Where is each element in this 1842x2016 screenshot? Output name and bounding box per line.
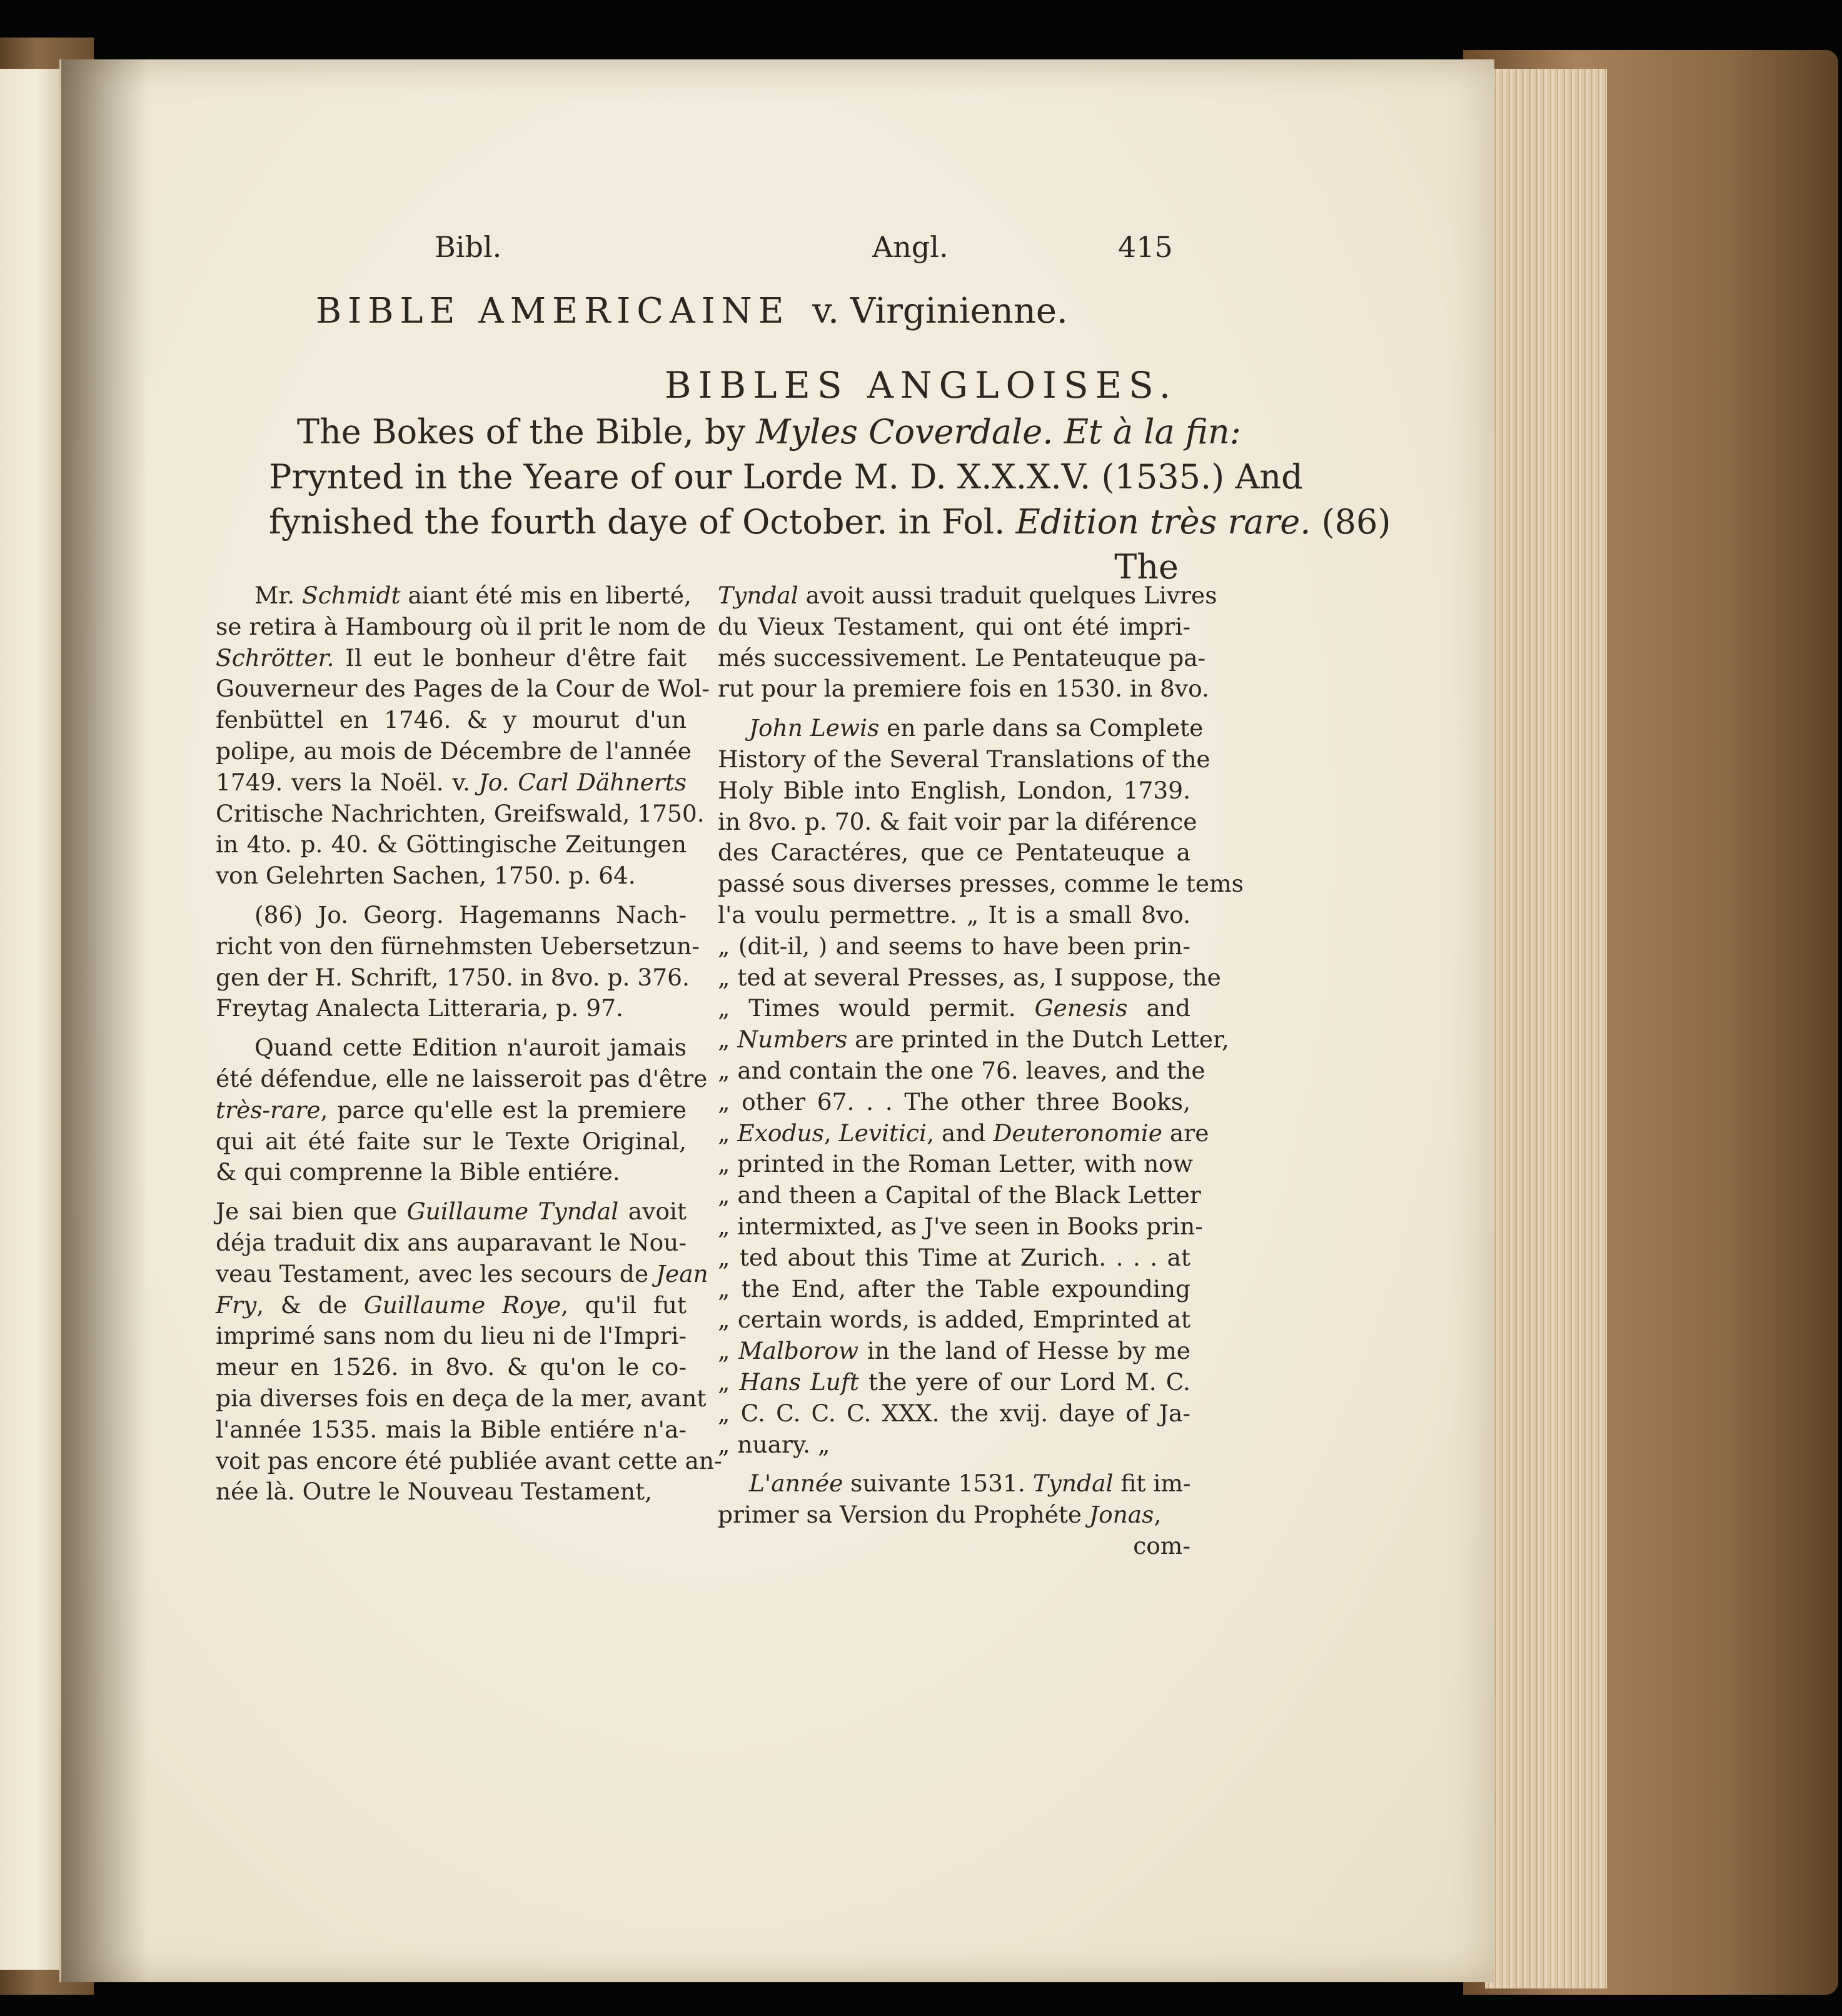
italic-text: Guillaume Roye bbox=[363, 1291, 561, 1319]
section-title bbox=[316, 291, 1068, 331]
text-line: „ certain words, is added, Emprinted at bbox=[718, 1306, 1190, 1334]
text-line: „ Times would permit. Genesis and bbox=[718, 994, 1190, 1022]
text-line: pia diverses fois en deça de la mer, avant bbox=[216, 1384, 707, 1412]
page-edges bbox=[1485, 69, 1607, 1988]
facing-page-edge bbox=[0, 69, 61, 1970]
text-line: „ and contain the one 76. leaves, and the bbox=[718, 1056, 1205, 1084]
intro-text: The Bokes of the Bible, by bbox=[297, 412, 746, 451]
intro-text: fynished the fourth daye of October. in Fol. bbox=[269, 502, 1005, 542]
text-line: „ printed in the Roman Letter, with now bbox=[718, 1150, 1193, 1178]
text-line: très-rare, parce qu'elle est la premiere bbox=[216, 1096, 687, 1124]
italic-text: Malborow bbox=[738, 1337, 859, 1365]
text-line: „ Exodus, Levitici, and Deuteronomie are bbox=[718, 1119, 1209, 1147]
text-line: passé sous diverses presses, comme le tems bbox=[718, 870, 1244, 898]
text-line: déja traduit dix ans auparavant le Nou- bbox=[216, 1228, 687, 1256]
paragraph bbox=[718, 713, 1244, 1460]
text-line: Freytag Analecta Litteraria, p. 97. bbox=[216, 994, 623, 1022]
text-line: in 4to. p. 40. & Göttingische Zeitungen bbox=[216, 830, 687, 859]
text-line: fenbüttel en 1746. & y mourut d'un bbox=[216, 706, 687, 734]
text-line: in 8vo. p. 70. & fait voir par la diférence bbox=[718, 807, 1197, 835]
intro-entry bbox=[269, 410, 1391, 590]
text-line: des Caractéres, que ce Pentateuque a bbox=[718, 839, 1190, 867]
italic-text: Schmidt bbox=[302, 582, 401, 609]
italic-text: Jonas bbox=[1089, 1501, 1154, 1529]
intro-line bbox=[269, 410, 1241, 455]
text-line: Je sai bien que Guillaume Tyndal avoit bbox=[216, 1197, 687, 1226]
italic-text: Deuteronomie bbox=[993, 1119, 1162, 1147]
left-column bbox=[216, 580, 722, 1508]
text-line: Mr. Schmidt aiant été mis en liberté, bbox=[254, 582, 692, 609]
italic-text: Fry bbox=[216, 1291, 257, 1319]
text-line: été défendue, elle ne laisseroit pas d'être bbox=[216, 1064, 708, 1092]
text-line: meur en 1526. in 8vo. & qu'on le co- bbox=[216, 1353, 687, 1381]
text-line: „ ted at several Presses, as, I suppose, the bbox=[718, 963, 1221, 991]
text-line: „ nuary. „ bbox=[718, 1430, 830, 1458]
text-line: veau Testament, avec les secours de Jean bbox=[216, 1259, 708, 1288]
italic-text: Schrötter. bbox=[216, 643, 335, 672]
running-head-center: Angl. bbox=[872, 230, 949, 264]
text-line: richt von den fürnehmsten Uebersetzun- bbox=[216, 932, 700, 960]
italic-text: L'année bbox=[749, 1469, 843, 1498]
page-number: 415 bbox=[1118, 230, 1173, 264]
text-line: imprimé sans nom du lieu ni de l'Impri- bbox=[216, 1322, 687, 1350]
paragraph bbox=[718, 580, 1217, 705]
italic-text: Exodus bbox=[737, 1119, 824, 1147]
italic-text: très-rare bbox=[216, 1096, 321, 1124]
text-line: „ Numbers are printed in the Dutch Letter, bbox=[718, 1026, 1229, 1054]
footnote-marker: (86) bbox=[1321, 502, 1391, 542]
paragraph bbox=[216, 1032, 708, 1188]
text-line: „ Hans Luft the yere of our Lord M. C. bbox=[718, 1368, 1190, 1396]
text-line: l'année 1535. mais la Bible entiére n'a- bbox=[216, 1415, 687, 1443]
section-title-see: v. Virginienne. bbox=[812, 291, 1068, 331]
text-line: „ the End, after the Table expounding bbox=[718, 1274, 1190, 1303]
section-title-main: BIBLE AMERICAINE bbox=[316, 291, 790, 331]
intro-text-italic: Edition très rare. bbox=[1015, 502, 1311, 542]
text-line: „ other 67. . . The other three Books, bbox=[718, 1087, 1190, 1116]
text-line: von Gelehrten Sachen, 1750. p. 64. bbox=[216, 862, 636, 890]
italic-text: Hans Luft bbox=[739, 1368, 859, 1396]
intro-line: Prynted in the Yeare of our Lorde M. D. X.X.X.V. (1535.) And bbox=[269, 457, 1303, 496]
text-line: L'année suivante 1531. Tyndal fit im- bbox=[749, 1469, 1191, 1498]
italic-text: Jean bbox=[655, 1259, 708, 1288]
italic-text: Tyndal bbox=[718, 582, 798, 609]
catchword: com- bbox=[1133, 1531, 1190, 1560]
text-line: primer sa Version du Prophéte Jonas, bbox=[718, 1501, 1162, 1529]
italic-text: Levitici bbox=[838, 1119, 927, 1147]
italic-text: Numbers bbox=[737, 1026, 848, 1054]
text-line: „ C. C. C. C. XXX. the xvij. daye of Ja- bbox=[718, 1399, 1190, 1427]
intro-catchword: The bbox=[1114, 547, 1179, 587]
italic-text: Genesis bbox=[1034, 994, 1128, 1022]
running-head-left: Bibl. bbox=[435, 230, 502, 264]
text-line: du Vieux Testament, qui ont été impri- bbox=[718, 612, 1190, 640]
text-line: Holy Bible into English, London, 1739. bbox=[718, 776, 1190, 804]
text-line: voit pas encore été publiée avant cette an- bbox=[216, 1446, 722, 1474]
intro-author: Myles Coverdale. bbox=[756, 412, 1054, 451]
text-line: 1749. vers la Noël. v. Jo. Carl Dähnerts bbox=[216, 768, 687, 796]
page-gutter-shadow bbox=[61, 59, 149, 1982]
text-line: gen der H. Schrift, 1750. in 8vo. p. 376. bbox=[216, 963, 690, 991]
intro-text-italic: Et à la fin: bbox=[1064, 412, 1241, 451]
text-line: „ ted about this Time at Zurich. . . . at bbox=[718, 1243, 1190, 1271]
text-line: més successivement. Le Pentateuque pa- bbox=[718, 643, 1206, 672]
paragraph bbox=[216, 580, 710, 892]
text-line: (86) Jo. Georg. Hagemanns Nach- bbox=[254, 900, 687, 929]
italic-text: Tyndal bbox=[1032, 1469, 1114, 1498]
text-line: „ intermixted, as J've seen in Books prin- bbox=[718, 1212, 1203, 1240]
paragraph bbox=[718, 1468, 1190, 1531]
text-line: l'a voulu permettre. „ It is a small 8vo. bbox=[718, 900, 1190, 929]
text-line: & qui comprenne la Bible entiére. bbox=[216, 1158, 620, 1186]
text-line: Fry, & de Guillaume Roye, qu'il fut bbox=[216, 1291, 687, 1319]
intro-line bbox=[269, 500, 1391, 545]
text-line: „ (dit-il, ) and seems to have been prin- bbox=[718, 932, 1190, 960]
text-line: Critische Nachrichten, Greifswald, 1750. bbox=[216, 799, 705, 827]
italic-text: Jo. Carl Dähnerts bbox=[478, 768, 687, 796]
text-line: Tyndal avoit aussi traduit quelques Livres bbox=[718, 582, 1217, 609]
text-line: rut pour la premiere fois en 1530. in 8vo. bbox=[718, 675, 1209, 703]
right-column bbox=[718, 580, 1244, 1562]
text-line: „ and theen a Capital of the Black Letter bbox=[718, 1181, 1201, 1209]
text-line: Schrötter. Il eut le bonheur d'être fait bbox=[216, 643, 687, 672]
text-line: née là. Outre le Nouveau Testament, bbox=[216, 1478, 652, 1506]
text-line: se retira à Hambourg où il prit le nom de bbox=[216, 612, 707, 640]
paragraph bbox=[216, 900, 700, 1024]
text-line: Gouverneur des Pages de la Cour de Wol- bbox=[216, 675, 710, 703]
section-subtitle: BIBLES ANGLOISES. bbox=[664, 364, 1178, 406]
text-line: History of the Several Translations of the bbox=[718, 745, 1210, 773]
text-line: qui ait été faite sur le Texte Original, bbox=[216, 1127, 687, 1155]
text-line: John Lewis en parle dans sa Complete bbox=[749, 714, 1204, 742]
text-line: „ Malborow in the land of Hesse by me bbox=[718, 1337, 1190, 1365]
paragraph bbox=[216, 1196, 722, 1508]
text-line: polipe, au mois de Décembre de l'année bbox=[216, 737, 692, 765]
italic-text: John Lewis bbox=[749, 714, 880, 742]
italic-text: Guillaume Tyndal bbox=[406, 1197, 619, 1226]
text-line: Quand cette Edition n'auroit jamais bbox=[254, 1034, 687, 1062]
